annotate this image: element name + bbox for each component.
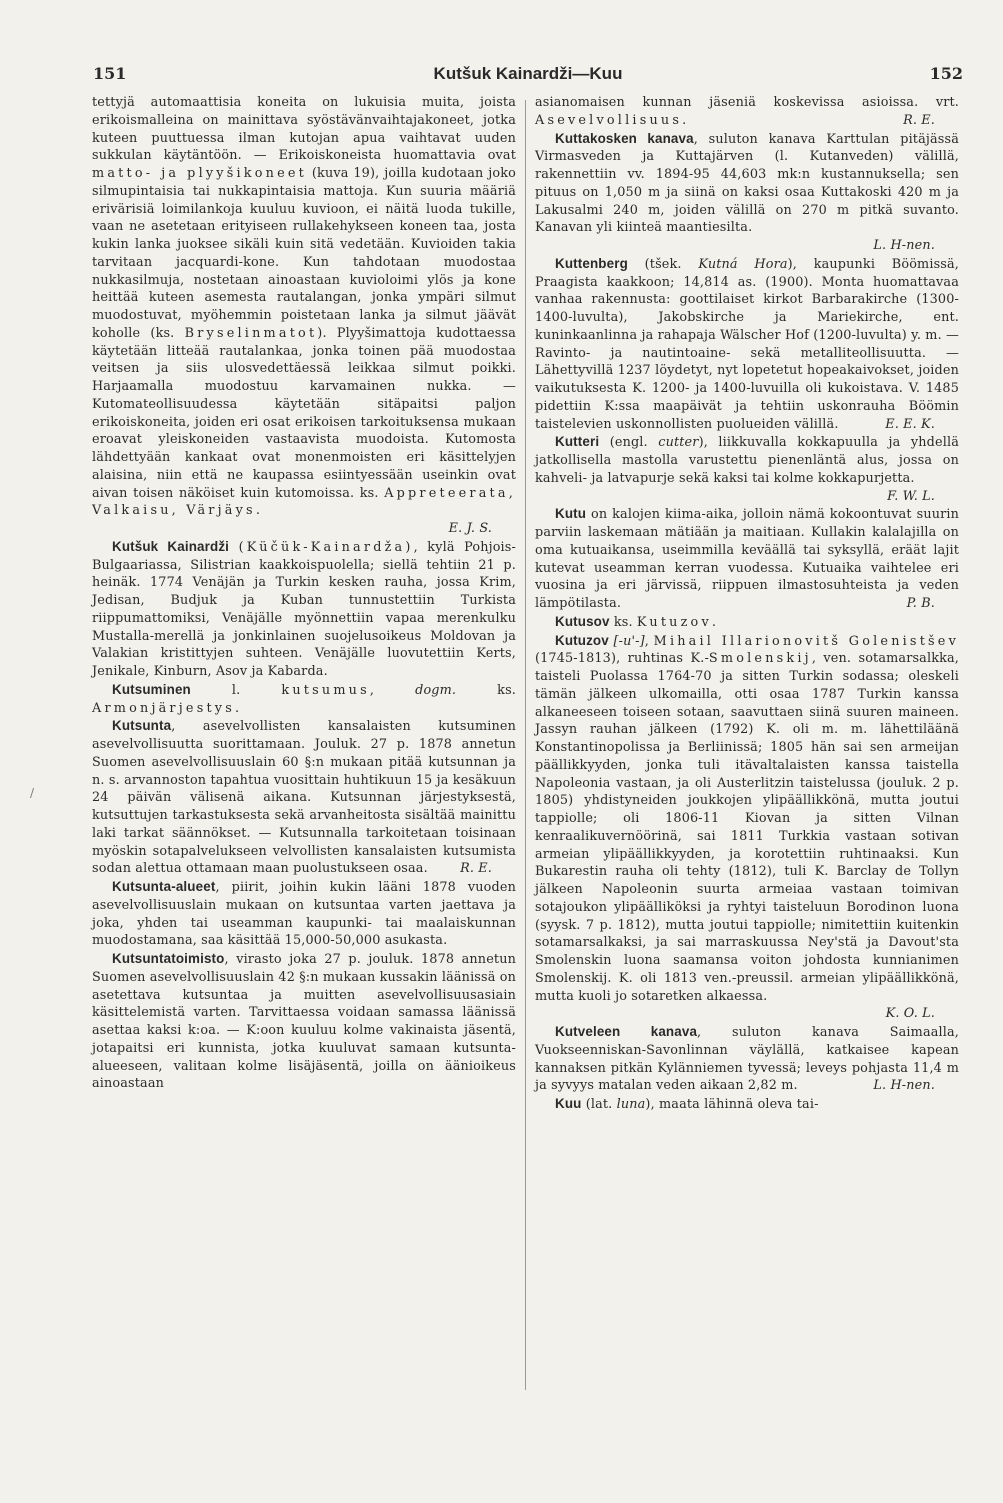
left-column [92,94,516,1093]
headword: Kutusov [555,613,610,629]
running-title: Kutšuk Kainardži—Kuu [433,64,623,83]
signature: R. E. [460,861,492,877]
page-number-right: 152 [929,64,963,83]
page-header [93,64,963,88]
entry-kutsunta-alueet: Kutsunta-alueet, piirit, joihin kukin lääni 1878 vuoden asevelvollisuuslain mukaan on kutsuntaa varten jaettava ja joka, yhden tai useamman kaupunki- tai maalaiskunnan muodostamana, saa käsittää 15,000-50,000 asukasta. [92,879,516,949]
entry-kutsuminen: Kutsuminen l. kutsumus, dogm. ks. Armonjärjestys. [92,681,517,716]
margin-mark: / [30,786,35,800]
entry-kutteri: Kutteri (engl. cutter), liikkuvalla kokkapuulla ja yhdellä jatkollisella mastolla varustettu pienenläntä alus, jossa on kahveli- ja latvapurje sekä kaksi tai kolme kokkapurjetta. [535,434,959,486]
headword: Kutšuk Kainardži [112,538,230,554]
headword: Kutuzov [555,632,609,648]
headword: Kutteri [555,434,600,450]
column-divider [525,100,526,1390]
headword: Kutveleen kanava [555,1024,698,1039]
entry-kuu: Kuu (lat. luna), maata lähinnä oleva tai- [555,1096,819,1112]
entry-kutsunta: Kutsunta, asevelvollisten kansalaisten kutsuminen asevelvollisuutta suorittamaan. Jouluk. 27 p. 1878 annetun Suomen asevelvollisuuslain 60 §:n mukaan pitää kutsunnan ja n. s. arvannoston tapahtua vuosittain huhtikuun 15 ja kesäkuun 24 päivän välisenä aikana. Kutsunnan järjestyksestä, kutsuttujen tarkastuksesta sekä arvanheitosta sisältää mainittu laki tarkat säännökset. — Kutsunnalla tarkoitetaan toisinaan myöskin sotapalvelukseen velvollisten kansalaisten kutsumista sodan alettua ottamaan maan puolustukseen osaa. R. E. [92,718,516,877]
headword: Kutsuntatoimisto [112,951,225,966]
signature: F. W. L. [887,488,935,504]
entry-kutu: Kutu on kalojen kiima-aika, jolloin nämä kokoontuvat suurin parviin laskemaan mätiään ja maitiaan. Kullakin kalalajilla on oma kutuaikansa, useimmilla keväällä tai syksyllä, eräät lajit kutevat useamman kerran vuodessa. Kutuaika vaihtelee eri vuosina ja eri järvissä, riippuen ilmastosuhteista ja veden lämpötilasta. P. B. [535,506,959,611]
headword: Kutsuminen [112,681,191,697]
signature: E. E. K. [885,416,935,432]
headword: Kutsunta-alueet [112,879,216,894]
signature: L. H-nen. [873,1078,935,1094]
entry-kuttenberg: Kuttenberg (tšek. Kutná Hora), kaupunki Böömissä, Praagista kaakkoon; 14,814 as. (1900). Monta huomattavaa vanhaa rakennusta: goottilaiset kirkot Barbarakirche (1300-1400-luvulta), Jakobskirche ja Mariekirche, ent. kuninkaanlinna ja rahapaja Wälscher Hof (1200-luvulta) y. m. — Ravinto- ja nautintoaine- sekä metalliteollisuutta. — Lähettyvillä 1237 löydetyt, nyt lopetetut hopeakaivokset, joiden vaikutuksesta K. 1200- ja 1400-luvuilla oli kukoistava. V. 1485 pidettiin K:ssa maapäivät ja tehtiin uskonrauha Böömin taistelevien uskonnollisten puolueiden välillä. E. E. K. [535,255,960,432]
headword: Kutu [555,506,587,522]
signature: K. O. L. [885,1006,935,1022]
entry-kutsuk-kainardzi: Kutšuk Kainardži (Küčük-Kainardža), kylä Pohjois-Bulgaariassa, Silistrian kaakkoispuolella; siellä tehtiin 21 p. heinäk. 1774 Venäjän ja Turkin kesken rauha, jossa Krim, Jedisan, Budjuk ja Kuban tunnustettiin Turkista riippumattomiksi, Venäjälle myönnettiin vapaa merenkulku Mustalla-merellä ja jonkinlainen suojelusoikeus Moldovan ja Valakian kristittyjen suhteen. Venäjälle luovutettiin Kerts, Jenikale, Kinburn, Asov ja Kabarda. [92,538,516,679]
headword: Kuttakosken kanava [555,130,694,146]
entry-kutusov: Kutusov ks. Kutuzov. [555,613,717,630]
right-column [535,94,959,1114]
signature: P. B. [906,596,935,611]
page-number-left: 151 [93,64,127,83]
entry-kuttakosken-kanava: Kuttakosken kanava, suluton kanava Karttulan pitäjässä Virmasveden ja Kuttajärven (l. Kutanveden) välillä, rakennettiin vv. 1894-95 44,603 mk:n kustannuksella; sen pituus on 1,050 m ja siinä on kaksi osaa Kuttakoski 420 m ja Lakusalmi 240 m, joiden välillä on 270 m pitkä suvanto. Kanavan yli kiinteä maantiesilta. [535,130,959,236]
headword: Kuu [555,1096,582,1111]
entry-kutuzov: Kutuzov [-u'-], Mihail Illarionovitš Golenistšev (1745-1813), ruhtinas K.-Smolenskij, ven. sotamarsalkka, taisteli Puolassa 1764-70 ja sitten Turkin sodassa; oleskeli tämän jälkeen ulkomailla, otti osaa 1787 Turkin kanssa alkaneeseen toiseen sotaan, saavuttaen siinä suuren maineen. Jassyn rauhan jälkeen (1792) K. oli m. m. lähettiläänä Konstantinopolissa ja Berliinissä; 1805 hän sai sen armeijan päällikkyyden, jonka tuli itävaltalaisten kanssa taistella Napoleonia vastaan, ja oli Austerlitzin taistelussa (jouluk. 2 p. 1805) yhdistyneiden joukkojen ylipäällikkönä, mutta joutui tappiolle; oli 1806-11 Kiovan ja sitten Vilnan kenraalikuvernöörinä, sai 1811 Turkkia vastaan sotivan armeian ylipäällikkyyden, ja korotettiin ruhtinaaksi. Kun Bukarestin rauha oli tehty (1812), tuli K. Barclay de Tollyn jälkeen Napoleonin suurta armeiaa vastaan toimivan sotajoukon ylipäälliköksi ja ryhtyi taisteluun Borodinon luona (syysk. 7 p. 1812), mutta joutui tappiolle; nimitettiin kuitenkin sotamarsalkaksi, ja sai marraskuussa Ney'stä ja Davout'sta Smolenskin luona saamansa voiton johdosta kunnianimen Smolenskij. K. oli 1813 ven.-preussil. armeian ylipäällikkönä, mutta kuoli jo sotaretken alkaessa. [535,632,960,1004]
signature: L. H-nen. [873,238,935,253]
headword: Kuttenberg [555,255,628,271]
entry-kutveleen-kanava: Kutveleen kanava, suluton kanava Saimaalla, Vuokseenniskan-Savonlinnan väylällä, katkaisee kapean kannaksen pitkän Kylänniemen tyvessä; leveys pohjasta 11,4 m ja syvyys matalan veden aikaan 2,82 m. L. H-nen. [535,1024,959,1094]
entry-kutsuntatoimisto: Kutsuntatoimisto, virasto joka 27 p. jouluk. 1878 annetun Suomen asevelvollisuuslain 42 §:n mukaan kussakin läänissä on asetettava kutsuntaa ja muitten asevelvollisuusasiain käsittelemistä varten. Tarvittaessa voidaan samassa läänissä asettaa kaksi k:oa. — K:oon kuuluu kolme vakinaista jäsentä, jotapaitsi eri kunnista, jotka kuuluvat samaan kutsunta-alueeseen, valitaan kolme lisäjäsentä, joilla on äänioikeus ainoastaan [92,951,516,1092]
signature: R. E. [903,112,935,128]
continued-paragraph: tettyjä automaattisia koneita on lukuisia muita, joista erikoismalleina on mainittava syöstävänvaihtajakoneet, jotka kuteen puuttuessa ilman kutojan apua vaihtavat uuden sukkulan käytäntöön. — Erikoiskoneista huomattavia ovat matto- ja plyyšikoneet (kuva 19), joilla kudotaan joko silmupintaisia tai nukkapintaisia mattoja. Kun suuria määriä erivärisiä loimilankoja kuuluu kuvioon, ei näitä luoda tukille, vaan ne asetetaan erityiseen rullakehykseen koneen taa, josta kukin lanka juoksee sikäli kuin sitä vedetään. Kuvioiden takia tarvitaan jacquardi-kone. Kun tahdotaan muodostaa nukkasilmuja, nostetaan ainoastaan kuvioloimi ylös ja kone heittää kuteen asemesta rautalangan, jonka ympäri silmut muodostuvat, myöhemmin poistetaan lanka ja silmut jäävät koholle (ks. Bryselinmatot). Plyyšimattoja kudottaessa käytetään litteää rautalankaa, jonka toinen pää muodostaa veitsen ja siis ulosvedettäessä leikkaa silmut poikki. Harjaamalla muodostuu karvamainen nukka. — Kutomateollisuudessa käytetään sitäpaitsi paljon erikoiskoneita, joiden eri osat erikoisen tarkoituksensa mukaan eroavat yleiskoneiden vastaavista muodoista. Kutomosta lähdettyään kankaat ovat monenmoisten eri käsittelyjen alaisina, niin että ne kaupassa esiintyessään useinkin ovat aivan toisen näköiset kuin kutomoissa. ks. Appreteerata, Valkaisu, Värjäys. [92,95,516,519]
headword: Kutsunta [112,718,172,734]
signature: E. J. S. [448,521,492,536]
continued-paragraph: asianomaisen kunnan jäseniä koskevissa asioissa. vrt. Asevelvollisuus. R. E. [535,95,959,128]
